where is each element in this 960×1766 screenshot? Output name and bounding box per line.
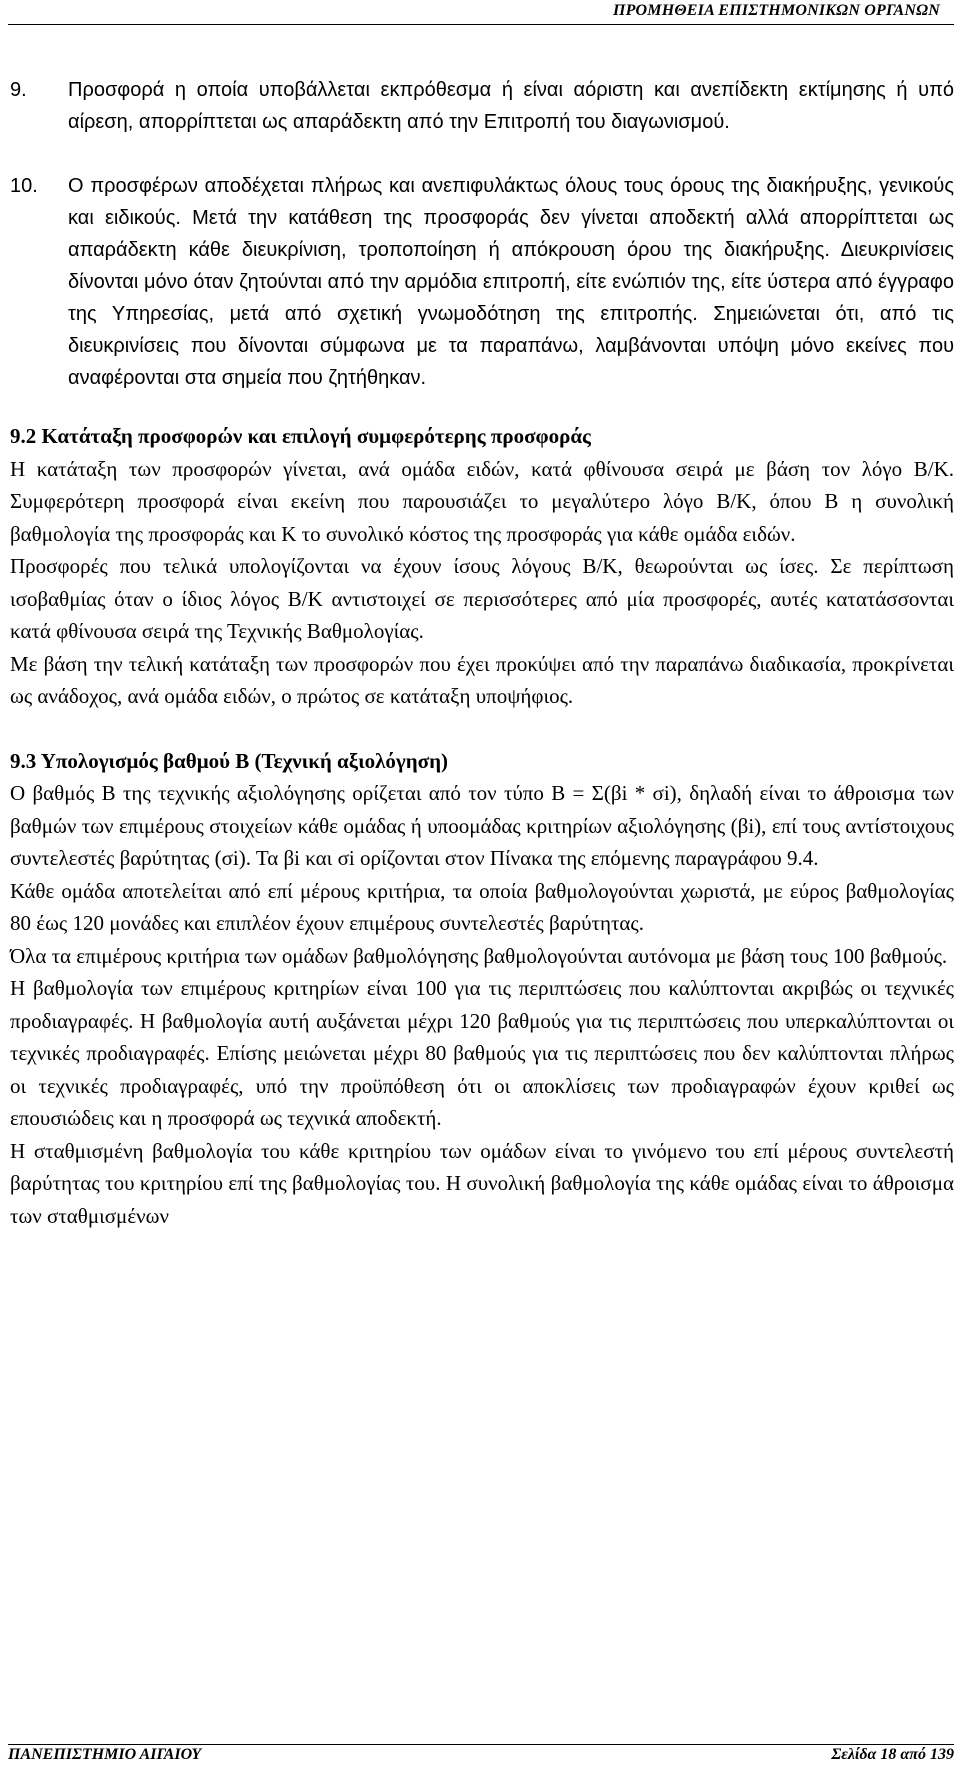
list-item-text: Προσφορά η οποία υποβάλλεται εκπρόθεσμα ή είναι αόριστη και ανεπίδεκτη εκτίμησης ή υπό αίρεση, απορρίπτεται ως απαράδεκτη από την Επιτροπή του διαγωνισμού. (68, 79, 954, 133)
list-item-number: 9. (10, 79, 27, 101)
list-item-text: Ο προσφέρων αποδέχεται πλήρως και ανεπιφυλάκτως όλους τους όρους της διακήρυξης, γενικούς και ειδικούς. Μετά την κατάθεση της προσφοράς δεν γίνεται αποδεκτή αλλά απορρίπτεται ως απαράδεκτη κάθε διευκρίνιση, τροποποίηση ή απόκρουση όρου της διακήρυξης. Διευκρινίσεις δίνονται μόνο όταν ζητούνται από την αρμόδια επιτροπή, είτε ενώπιόν της, είτε ύστερα από έγγραφο της Υπηρεσίας, μετά από σχετική γνωμοδότηση της επιτροπής. Σημειώνεται ότι, από τις διευκρινίσεις που δίνονται σύμφωνα με τα παραπάνω, λαμβάνονται υπόψη μόνο εκείνες που αναφέρονται στα σημεία που ζητήθηκαν. (68, 175, 954, 389)
list-item-number: 10. (10, 175, 38, 197)
footer-divider (8, 1744, 954, 1745)
header-divider (8, 24, 954, 25)
paragraph: Με βάση την τελική κατάταξη των προσφορών που έχει προκύψει από την παραπάνω διαδικασία, προκρίνεται ως ανάδοχος, ανά ομάδα ειδών, ο πρώτος σε κατάταξη υποψήφιος. (10, 651, 954, 708)
paragraph: Η σταθμισμένη βαθμολογία του κάθε κριτηρίου των ομάδων είναι το γινόμενο του επί μέρους συντελεστή βαρύτητας του κριτηρίου επί της βαθμολογίας του. Η συνολική βαθμολογία της κάθε ομάδας είναι το άθροισμα των σταθμισμένων (10, 1138, 954, 1228)
paragraph: Η βαθμολογία των επιμέρους κριτηρίων είναι 100 για τις περιπτώσεις που καλύπτονται ακριβώς οι τεχνικές προδιαγραφές. Η βαθμολογία αυτή αυξάνεται μέχρι 120 βαθμούς για τις περιπτώσεις που υπερκαλύπτονται οι τεχνικές προδιαγραφές. Επίσης μειώνεται μέχρι 80 βαθμούς για τις περιπτώσεις που δεν καλύπτονται πλήρως οι τεχνικές προδιαγραφές, υπό την προϋπόθεση ότι οι αποκλίσεις των προδιαγραφών έχουν κριθεί ως επουσιώδεις και η προσφορά ως τεχνικά αποδεκτή. (10, 976, 954, 1130)
header-title: ΠΡΟΜΗΘΕΙΑ ΕΠΙΣΤΗΜΟΝΙΚΩΝ ΟΡΓΑΝΩΝ (612, 2, 940, 19)
footer-institution: ΠΑΝΕΠΙΣΤΗΜΙΟ ΑΙΓΑΙΟΥ (8, 1746, 202, 1763)
page-header (0, 0, 960, 36)
paragraph: Ο βαθμός Β της τεχνικής αξιολόγησης ορίζεται από τον τύπο Β = Σ(βi * σi), δηλαδή είναι το άθροισμα των βαθμών των επιμέρους στοιχείων κάθε ομάδας ή υποομάδας κριτηρίων αξιολόγησης (βi), επί τους αντίστοιχους συντελεστές βαρύτητας (σi). Τα βi και σi ορίζονται στον Πίνακα της επόμενης παραγράφου 9.4. (10, 781, 954, 870)
page-number: Σελίδα 18 από 139 (831, 1746, 954, 1763)
paragraph: Η κατάταξη των προσφορών γίνεται, ανά ομάδα ειδών, κατά φθίνουσα σειρά με βάση τον λόγο Β/Κ. Συμφερότερη προσφορά είναι εκείνη που παρουσιάζει το μεγαλύτερο λόγο Β/Κ, όπου Β η συνολική βαθμολογία της προσφοράς και Κ το συνολικό κόστος της προσφοράς για κάθε ομάδα ειδών. (10, 456, 954, 546)
list-item-10 (10, 170, 954, 394)
list-item-9 (10, 74, 954, 138)
paragraph: Κάθε ομάδα αποτελείται από επί μέρους κριτήρια, τα οποία βαθμολογούνται χωριστά, με εύρος βαθμολογίας 80 έως 120 μονάδες και επιπλέον έχουν επιμέρους συντελεστές βαρύτητας. (10, 878, 954, 935)
page-content (10, 74, 954, 1232)
paragraph: Προσφορές που τελικά υπολογίζονται να έχουν ίσους λόγους Β/Κ, θεωρούνται ως ίσες. Σε περίπτωση ισοβαθμίας όταν ο ίδιος λόγος Β/Κ αντιστοιχεί σε περισσότερες από μία προσφορές, αυτές κατατάσσονται κατά φθίνουσα σειρά της Τεχνικής Βαθμολογίας. (10, 554, 954, 643)
section-heading-9-3: 9.3 Υπολογισμός βαθμού Β (Τεχνική αξιολόγηση) (10, 748, 449, 773)
page-footer (0, 1740, 960, 1766)
section-heading-9-2: 9.2 Κατάταξη προσφορών και επιλογή συμφερότερης προσφοράς (10, 424, 591, 448)
paragraph: Όλα τα επιμέρους κριτήρια των ομάδων βαθμολόγησης βαθμολογούνται αυτόνομα με βάση τους 100 βαθμούς. (10, 943, 948, 968)
